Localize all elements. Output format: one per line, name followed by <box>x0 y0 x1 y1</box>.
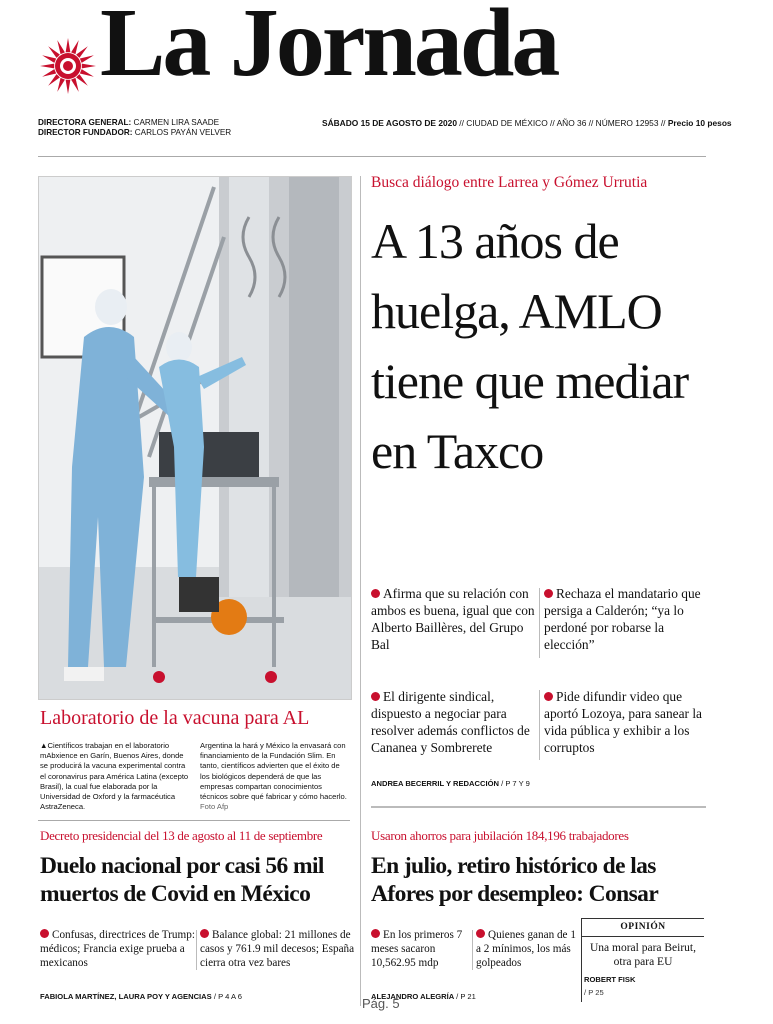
afores-kicker: Usaron ahorros para jubilación 184,196 trabajadores <box>371 828 629 843</box>
covid-headline[interactable]: Duelo nacional por casi 56 mil muertos de Covid en México <box>40 853 324 907</box>
main-bullet: Afirma que su relación con ambos es buena, igual que con Alberto Baillères, del Grupo Bal <box>371 586 535 652</box>
triangle-icon: ▲ <box>40 741 48 750</box>
masthead-divider <box>38 156 706 157</box>
sun-ray <box>48 74 60 86</box>
divider <box>582 936 704 937</box>
main-byline: ANDREA BECERRIL Y REDACCIÓN / P 7 Y 9 <box>371 779 530 788</box>
sun-ray <box>76 74 88 86</box>
bullet-icon <box>544 692 553 701</box>
page-ref: / P 4 A 6 <box>213 992 242 1001</box>
covid-byline: FABIOLA MARTÍNEZ, LAURA POY Y AGENCIAS / P 4 A 6 <box>40 992 242 1001</box>
page-number: Pág. 5 <box>362 996 400 1011</box>
afores-byline: ALEJANDRO ALEGRÍA / P 21 <box>371 992 476 1001</box>
sun-logo-icon <box>38 36 98 96</box>
sun-ray <box>80 69 94 77</box>
sun-ray <box>71 78 79 92</box>
column-divider <box>360 176 361 1006</box>
bullet-icon <box>371 589 380 598</box>
afores-bullet: Quienes ganan de 1 a 2 mínimos, los más golpeados <box>476 929 576 969</box>
main-bullet: El dirigente sindical, dispuesto a negociar para resolver además conflictos de Cananea y Sombrerete <box>371 689 530 755</box>
bullet-icon <box>544 589 553 598</box>
bullet-icon <box>476 929 485 938</box>
main-bullet: Rechaza el mandatario que persiga a Calderón; “ya lo perdoné por robarse la elección” <box>544 586 701 652</box>
dateline: SÁBADO 15 DE AGOSTO DE 2020 // CIUDAD DE MÉXICO // AÑO 36 // NÚMERO 12953 // Precio 10 pesos <box>322 118 732 128</box>
page-ref: / P 21 <box>456 992 476 1001</box>
divider <box>539 690 540 760</box>
photo-caption-right: Argentina la hará y México la envasará con financiamiento de la Fundación Slim. En tanto, científicos advierten que el éxito de los biológicos dependerá de que las empresas compartan conocimientos técnicos sobre qué fabricar y cómo hacerlo. Foto Afp <box>200 741 347 812</box>
sun-ray <box>80 55 94 63</box>
afores-bullet: En los primeros 7 meses sacaron 10,562.95 mdp <box>371 929 463 969</box>
opinion-author: ROBERT FISK <box>584 975 636 984</box>
newspaper-logo[interactable]: La Jornada <box>100 0 558 97</box>
price: Precio 10 pesos <box>667 118 732 128</box>
covid-kicker: Decreto presidencial del 13 de agosto al 11 de septiembre <box>40 828 323 843</box>
covid-bullet: Balance global: 21 millones de casos y 761.9 mil decesos; España cierra otra vez bares <box>200 929 355 969</box>
photo-caption-left: ▲Científicos trabajan en el laboratorio mAbxience en Garín, Buenos Aires, donde se producirá la vacuna experimental contra el coronavirus para América Latina (excepto Brasil), la cual fue elaborada por la Universidad de Oxford y la farmacéutica AstraZeneca. <box>40 741 189 812</box>
staff-credits <box>38 118 298 138</box>
main-story-kicker: Busca diálogo entre Larrea y Gómez Urrutia <box>371 174 648 191</box>
main-bullet: Pide difundir video que aportó Lozoya, para sanear la vida pública y exhibir a los corruptos <box>544 689 703 755</box>
sun-ray <box>66 38 71 52</box>
bullet-icon <box>40 929 49 938</box>
afores-headline[interactable]: En julio, retiro histórico de las Afores por desempleo: Consar <box>371 853 659 907</box>
divider <box>472 930 473 970</box>
sun-ray <box>42 69 56 77</box>
sun-ray <box>40 64 54 69</box>
staff-line: DIRECTOR FUNDADOR: CARLOS PAYÁN VELVER <box>38 128 232 137</box>
staff-line: DIRECTORA GENERAL: CARMEN LIRA SAADE <box>38 118 220 127</box>
sun-ray <box>71 40 79 54</box>
divider <box>539 588 540 658</box>
sun-ray <box>66 80 71 94</box>
divider <box>371 806 706 808</box>
page-ref: / P 7 Y 9 <box>501 779 530 788</box>
main-headline[interactable]: A 13 años de huelga, AMLO tiene que mediar en Taxco <box>371 213 689 479</box>
photo-story-title[interactable]: Laboratorio de la vacuna para AL <box>40 707 310 729</box>
sun-ray <box>57 40 65 54</box>
opinion-label: OPINIÓN <box>620 922 666 932</box>
photo-credit: Foto Afp <box>200 802 229 812</box>
sun-ray <box>48 46 60 58</box>
sun-ray <box>76 46 88 58</box>
sun-ray <box>57 78 65 92</box>
sun-ray <box>42 55 56 63</box>
issue-date: SÁBADO 15 DE AGOSTO DE 2020 <box>322 118 457 128</box>
sun-ray <box>82 64 96 69</box>
opinion-box[interactable] <box>582 918 704 1003</box>
page-ref: / P 25 <box>584 988 604 997</box>
bullet-icon <box>200 929 209 938</box>
covid-bullet: Confusas, directrices de Trump: médicos; Francia exige prueba a mexicanos <box>40 929 195 969</box>
bullet-icon <box>371 692 380 701</box>
bullet-icon <box>371 929 380 938</box>
opinion-title[interactable]: Una moral para Beirut, otra para EU <box>589 942 696 968</box>
divider <box>38 820 350 821</box>
lab-photo[interactable] <box>38 176 352 700</box>
divider <box>196 930 197 970</box>
laboratory-image <box>39 177 351 699</box>
